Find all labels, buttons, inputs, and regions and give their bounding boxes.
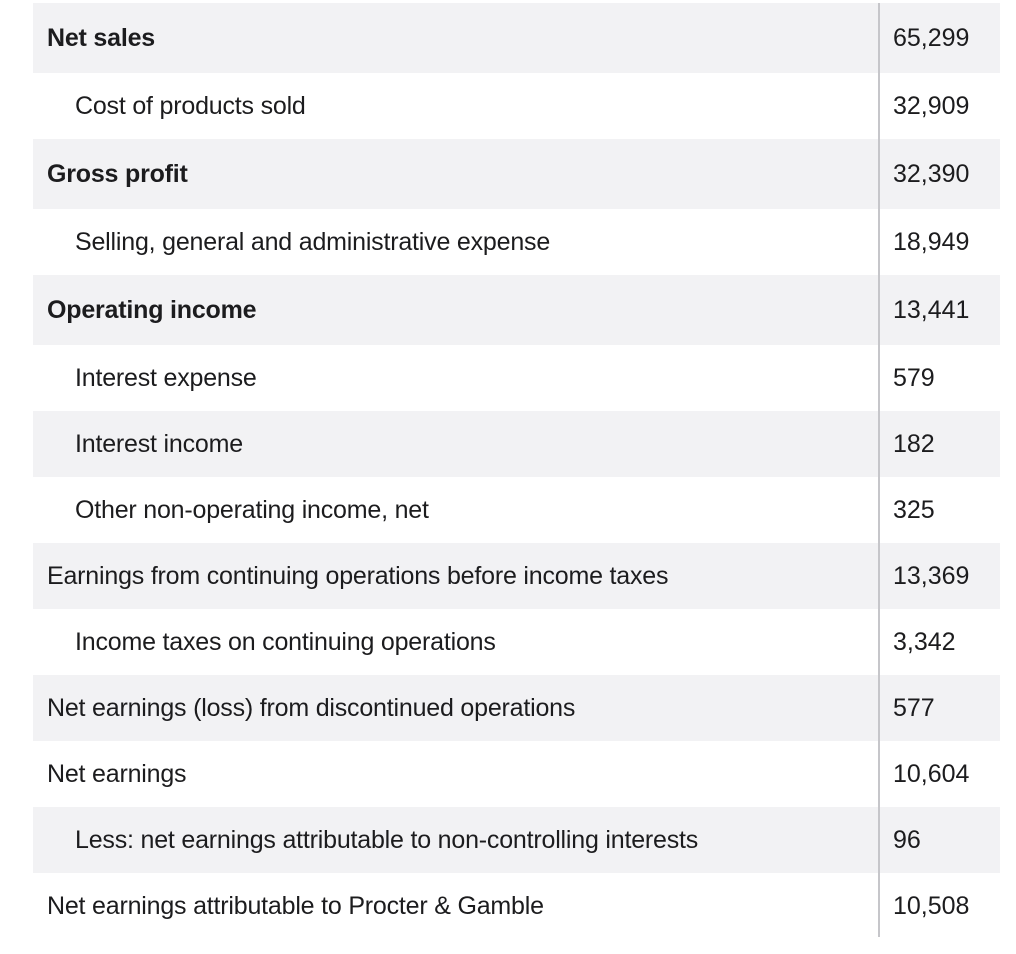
row-label: Interest income — [75, 429, 243, 458]
row-value: 13,369 — [893, 561, 970, 590]
table-row — [33, 3, 1000, 73]
table-row — [33, 675, 1000, 741]
row-value: 182 — [893, 429, 935, 458]
row-value: 32,909 — [893, 91, 970, 120]
income-statement-table — [33, 3, 1000, 939]
row-value: 13,441 — [893, 295, 970, 324]
row-label: Income taxes on continuing operations — [75, 627, 496, 656]
row-label: Earnings from continuing operations before income taxes — [47, 561, 669, 590]
row-label: Less: net earnings attributable to non-controlling interests — [75, 825, 699, 854]
table-row — [33, 873, 1000, 939]
table-row — [33, 73, 1000, 139]
row-label: Net sales — [47, 23, 155, 52]
column-divider — [878, 3, 880, 937]
row-label: Net earnings attributable to Procter & Gamble — [47, 891, 544, 920]
row-value: 579 — [893, 363, 935, 392]
table-row — [33, 209, 1000, 275]
row-label: Selling, general and administrative expense — [75, 227, 551, 256]
row-value: 3,342 — [893, 627, 956, 656]
table-row — [33, 609, 1000, 675]
row-value: 65,299 — [893, 23, 970, 52]
row-value: 325 — [893, 495, 935, 524]
row-label: Net earnings (loss) from discontinued operations — [47, 693, 576, 722]
row-label: Interest expense — [75, 363, 257, 392]
row-label: Net earnings — [47, 759, 187, 788]
table-row — [33, 477, 1000, 543]
row-label: Cost of products sold — [75, 91, 306, 120]
table-row — [33, 411, 1000, 477]
table-row — [33, 741, 1000, 807]
table-row — [33, 345, 1000, 411]
row-value: 10,604 — [893, 759, 970, 788]
table-row — [33, 543, 1000, 609]
row-label: Other non-operating income, net — [75, 495, 429, 524]
row-value: 577 — [893, 693, 935, 722]
row-label: Gross profit — [47, 159, 188, 188]
table-row — [33, 139, 1000, 209]
row-value: 32,390 — [893, 159, 970, 188]
row-value: 18,949 — [893, 227, 970, 256]
row-value: 10,508 — [893, 891, 970, 920]
table-row — [33, 807, 1000, 873]
row-label: Operating income — [47, 295, 257, 324]
row-value: 96 — [893, 825, 921, 854]
table-row — [33, 275, 1000, 345]
